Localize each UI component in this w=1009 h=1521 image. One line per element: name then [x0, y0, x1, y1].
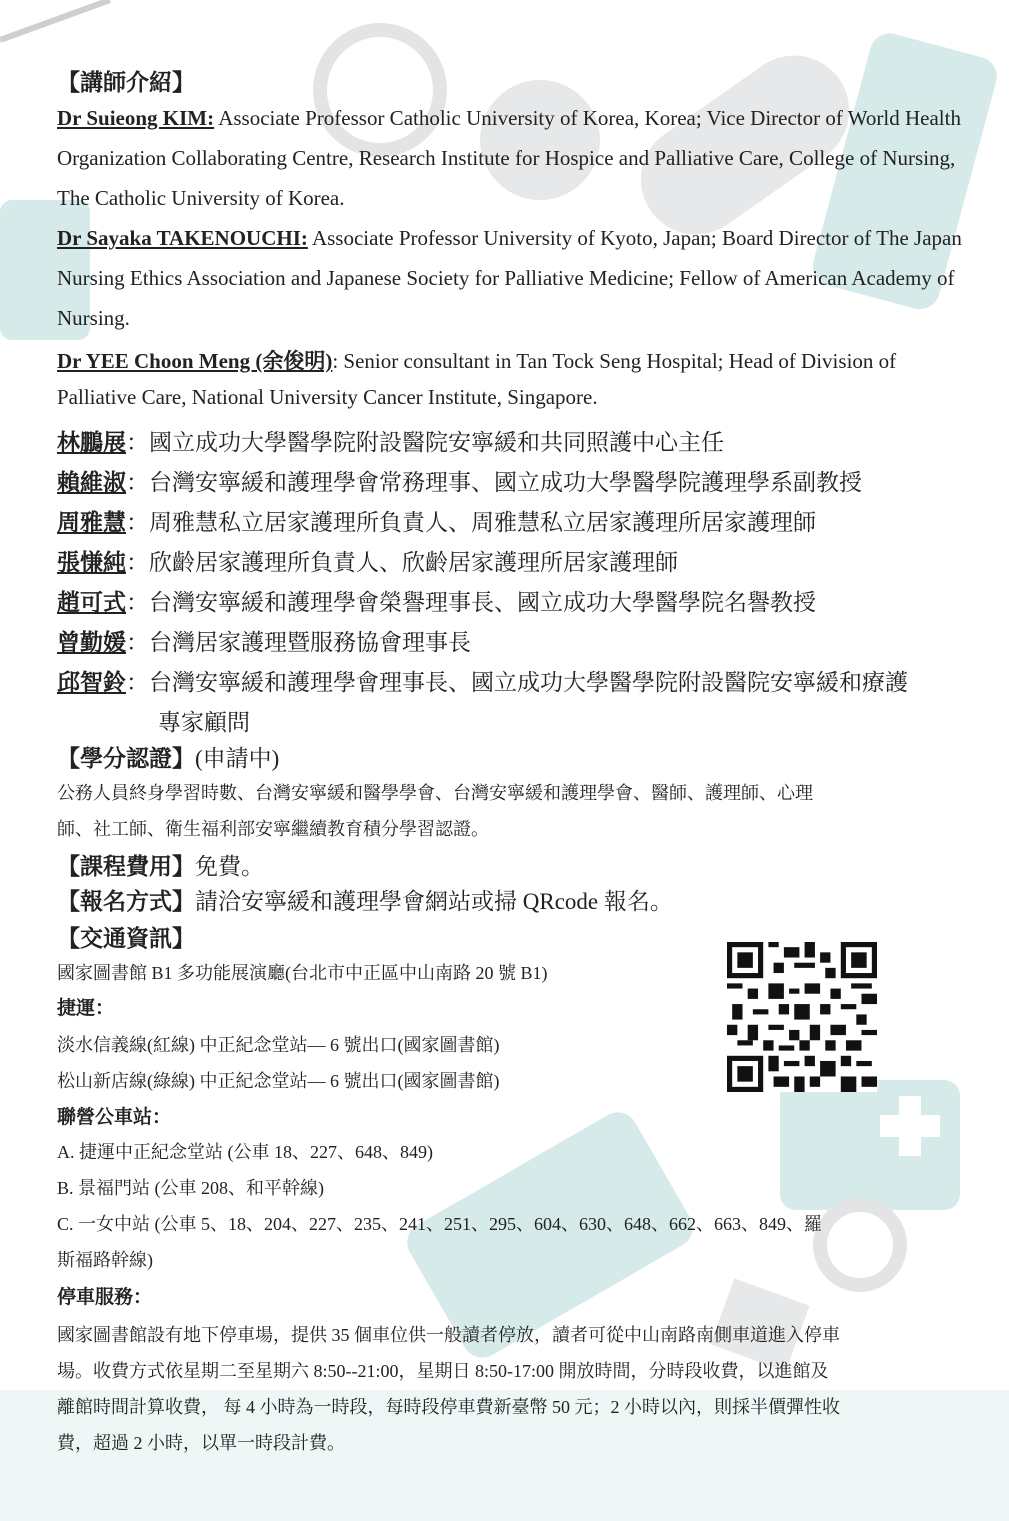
speaker-desc-line: The Catholic University of Korea.	[57, 186, 345, 210]
speaker-name: 賴維淑	[57, 470, 126, 495]
speaker-desc-line: 專家顧問	[158, 710, 250, 735]
speaker-desc-line: Organization Collaborating Centre, Research Institute for Hospice and Palliative Care, College of Nursing,	[57, 146, 956, 170]
speaker-desc: Associate Professor University of Kyoto, Japan; Board Director of The Japan	[307, 226, 962, 250]
registration-heading: 【報名方式】	[57, 889, 195, 914]
speaker-local	[57, 624, 471, 657]
mrt-title: 捷運：	[57, 998, 115, 1019]
speaker-local	[57, 464, 862, 497]
credits-line: 公務人員終身學習時數、台灣安寧緩和醫學學會、台灣安寧緩和護理學會、醫師、護理師、心理	[57, 783, 813, 803]
speaker-local	[57, 584, 816, 617]
parking-line: 離館時間計算收費， 每 4 小時為一時段，每時段停車費新臺幣 50 元；2 小時以內，則採半價彈性收	[57, 1397, 840, 1417]
speaker-name: 周雅慧	[57, 510, 126, 535]
parking-title: 停車服務：	[57, 1287, 153, 1308]
fee-section	[57, 848, 264, 881]
speaker-name: Dr Suieong KIM:	[57, 106, 215, 130]
bus-title: 聯營公車站：	[57, 1107, 172, 1128]
speaker-desc: ：台灣安寧緩和護理學會理事長、國立成功大學醫學院附設醫院安寧緩和療護	[126, 670, 908, 695]
credits-heading: 【學分認證】	[57, 746, 195, 771]
speaker-local	[57, 504, 816, 537]
transport-heading: 【交通資訊】	[57, 926, 195, 951]
speaker-name: 林鵬展	[57, 430, 126, 455]
speaker-local	[57, 664, 908, 697]
bus-line: A. 捷運中正紀念堂站 (公車 18、227、648、849)	[57, 1142, 433, 1162]
credits-section	[57, 740, 279, 773]
speaker-name: 曾勤媛	[57, 630, 126, 655]
speaker-desc: ：台灣安寧緩和護理學會常務理事、國立成功大學醫學院護理學系副教授	[126, 470, 862, 495]
registration-qrcode[interactable]	[727, 942, 877, 1092]
speaker-local	[57, 424, 724, 457]
speaker-name: Dr Sayaka TAKENOUCHI:	[57, 226, 308, 250]
speaker-name: 邱智鈴	[57, 670, 126, 695]
speaker-desc-line: Nursing.	[57, 306, 130, 330]
speaker-desc-line: Palliative Care, National University Cancer Institute, Singapore.	[57, 385, 598, 409]
fee-text: 免費。	[195, 854, 264, 879]
parking-line: 國家圖書館設有地下停車場，提供 35 個車位供一般讀者停放，讀者可從中山南路南側車道進入停車	[57, 1325, 840, 1345]
bus-line: C. 一女中站 (公車 5、18、204、227、235、241、251、295、604、630、648、662、663、849、羅	[57, 1214, 822, 1234]
speaker-local	[57, 544, 678, 577]
speaker-desc: Associate Professor Catholic University of Korea, Korea; Vice Director of World Health	[214, 106, 961, 130]
credits-line: 師、社工師、衛生福利部安寧繼續教育積分學習認證。	[57, 819, 489, 839]
speaker-name: Dr YEE Choon Meng (余俊明)	[57, 349, 333, 373]
speaker-name: 張慊純	[57, 550, 126, 575]
fee-heading: 【課程費用】	[57, 854, 195, 879]
speakers-heading: 【講師介紹】	[57, 70, 195, 95]
speaker-desc: ：國立成功大學醫學院附設醫院安寧緩和共同照護中心主任	[126, 430, 724, 455]
speaker-name: 趙可式	[57, 590, 126, 615]
credits-note: (申請中)	[195, 746, 280, 771]
registration-text: 請洽安寧緩和護理學會網站或掃 QRcode 報名。	[195, 889, 673, 914]
venue-address: 國家圖書館 B1 多功能展演廳(台北市中正區中山南路 20 號 B1)	[57, 963, 548, 983]
registration-section	[57, 883, 673, 916]
speaker-desc: ：欣齡居家護理所負責人、欣齡居家護理所居家護理師	[126, 550, 678, 575]
speaker-desc-line: Nursing Ethics Association and Japanese Society for Palliative Medicine; Fellow of American Academy of	[57, 266, 955, 290]
parking-line: 場。收費方式依星期二至星期六 8:50--21:00，星期日 8:50-17:00 開放時間，分時段收費，以進館及	[57, 1361, 829, 1381]
speaker-takenouchi	[57, 226, 962, 251]
bus-line: B. 景福門站 (公車 208、和平幹線)	[57, 1178, 324, 1198]
speaker-kim	[57, 106, 961, 131]
speaker-desc: : Senior consultant in Tan Tock Seng Hospital; Head of Division of	[332, 349, 897, 373]
mrt-line: 淡水信義線(紅線) 中正紀念堂站— 6 號出口(國家圖書館)	[57, 1035, 500, 1055]
speaker-desc: ：周雅慧私立居家護理所負責人、周雅慧私立居家護理所居家護理師	[126, 510, 816, 535]
speaker-desc: ：台灣安寧緩和護理學會榮譽理事長、國立成功大學醫學院名譽教授	[126, 590, 816, 615]
bus-line: 斯福路幹線)	[57, 1250, 153, 1270]
speaker-desc: ：台灣居家護理暨服務協會理事長	[126, 630, 471, 655]
speaker-yee	[57, 345, 896, 375]
parking-line: 費，超過 2 小時，以單一時段計費。	[57, 1433, 345, 1453]
mrt-line: 松山新店線(綠線) 中正紀念堂站— 6 號出口(國家圖書館)	[57, 1071, 500, 1091]
